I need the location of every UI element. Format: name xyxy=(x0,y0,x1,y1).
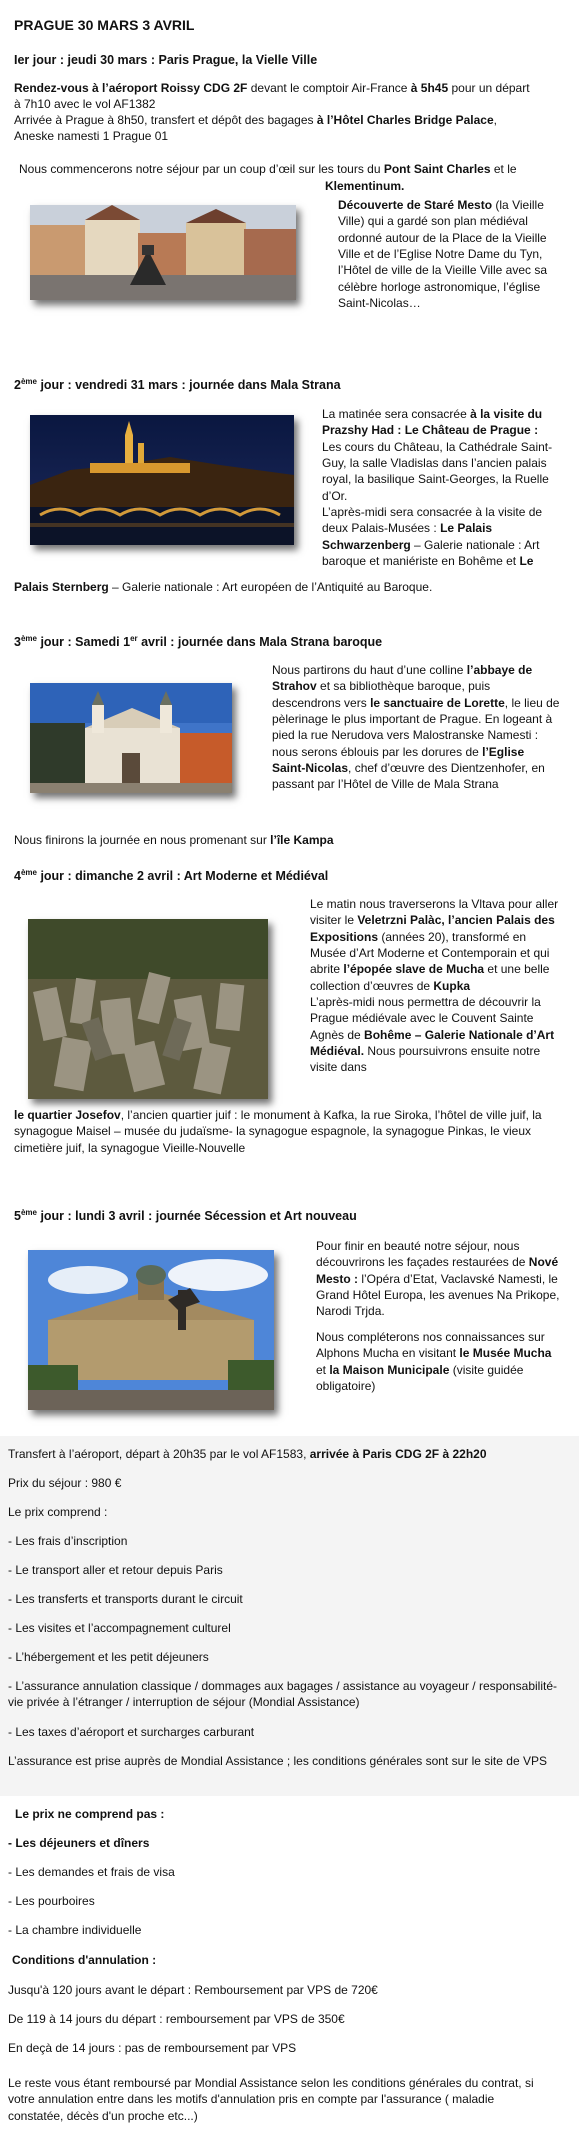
day3-title-sup: ème xyxy=(20,634,37,643)
day3-intro: Nous partirons du haut d’une colline xyxy=(272,663,467,677)
day2-title-num: 2 xyxy=(14,378,21,393)
cancel-title xyxy=(12,1952,156,1968)
excludes-item: - Les demandes et frais de visa xyxy=(8,1865,175,1879)
day1-intro-end: et le xyxy=(490,162,517,176)
day3-end-text: Nous finirons la journée en nous promenant sur xyxy=(14,833,271,847)
day2-schwarzenberg-desc: – Galerie nationale : Art baroque et maniériste en Bohême et xyxy=(322,537,540,568)
day1-meeting-flight: pour un départ à 7h10 avec le vol AF1382 xyxy=(14,81,530,112)
insurance-note: L’assurance est prise auprès de Mondial Assistance ; les conditions générales sont sur le site de VPS xyxy=(8,1754,547,1768)
includes-item: - L’hébergement et les petit déjeuners xyxy=(8,1650,209,1664)
includes-item: - Les visites et l’accompagnement culturel xyxy=(8,1621,231,1635)
price-line: Prix du séjour : 980 € xyxy=(8,1476,122,1490)
cancel-title-text: Conditions d'annulation : xyxy=(12,1953,157,1967)
includes-title: Le prix comprend : xyxy=(8,1505,108,1519)
day3-title-sup2: er xyxy=(130,634,138,643)
includes-item: - Les transferts et transports durant le circuit xyxy=(8,1592,243,1606)
day3-nerudova: , le lieu de pèlerinage le plus important de Prague. En logeant à pied la rue Nerudova vers Malostranske Namesti : nous serons éblouis par les dorures de xyxy=(272,695,560,759)
day3-strahov: l’abbaye de Strahov xyxy=(272,663,533,694)
cancel-item: En deçà de 14 jours : pas de remboursement par VPS xyxy=(8,2041,297,2055)
excludes-item: - Les pourboires xyxy=(8,1894,95,1908)
day4-josefov-name: le quartier Josefov xyxy=(14,1108,121,1122)
cancel-item: Jusqu'à 120 jours avant le départ : Remboursement par VPS de 720€ xyxy=(8,1983,378,1997)
day3-title-rest: avril : journée dans Mala Strana baroque xyxy=(137,635,383,650)
day2-title-rest: jour : vendredi 31 mars : journée dans Mala Strana xyxy=(36,378,341,393)
day4-josefov-desc: , l’ancien quartier juif : le monument à Kafka, la rue Siroka, l’hôtel de ville juif, la synagogue Maisel – musée du judaïsme- la synagogue espagnole, la synagogue Pinkas, le vieux cimetière juif, la synagogue Vieille-Nouvelle xyxy=(14,1108,542,1155)
day3-saint-nicolas: l’Eglise Saint-Nicolas xyxy=(272,744,525,775)
day4-poursuivrons: Nous poursuivrons ensuite notre visite dans xyxy=(310,1043,541,1075)
day4-moderne: (années 20), transformé en Musée d’Art Moderne et Contemporain et qui abrite xyxy=(310,929,550,977)
day3-title-mid: jour : Samedi 1 xyxy=(36,635,131,650)
day4-kupka: Kupka xyxy=(433,978,471,993)
day5-guided: (visite guidée obligatoire) xyxy=(316,1362,524,1393)
day1-hotel: à l’Hôtel Charles Bridge Palace xyxy=(316,113,494,127)
day1-title: Ier jour : jeudi 30 mars : Paris Prague, la Vielle Ville xyxy=(14,53,318,67)
page-title: PRAGUE 30 MARS 3 AVRIL xyxy=(14,17,195,33)
day2-sternberg-desc: – Galerie nationale : Art européen de l’Antiquité au Baroque. xyxy=(108,580,433,594)
includes-item: - Le transport aller et retour depuis Paris xyxy=(8,1563,223,1577)
day2-sternberg-name: Palais Sternberg xyxy=(14,580,109,594)
day2-schwarzenberg: Le Palais Schwarzenberg xyxy=(322,521,493,552)
day3-dientzenhofer: , chef d’œuvre des Dientzenhofer, en passant par l’Hôtel de Ville de Mala Strana xyxy=(272,760,545,792)
day3-library: et sa bibliothèque baroque, puis descendrons vers xyxy=(272,679,491,710)
day2-title-sup: ème xyxy=(20,377,37,386)
excludes-item-bold: - Les déjeuners et dîners xyxy=(8,1836,150,1850)
day3-title-num: 3 xyxy=(14,635,21,650)
day2-le: Le xyxy=(519,553,534,568)
day1-arrival-text: Arrivée à Prague à 8h50, transfert et dépôt des bagages xyxy=(14,113,317,127)
transfer-line xyxy=(8,1446,487,1462)
day2-castle-details: Les cours du Château, la Cathédrale Saint-Guy, la salle Vladislas dans l’ancien palais royal, la basilique Saint-Georges, la Ruelle d’Or. xyxy=(322,439,553,503)
day1-klementinum: Klementinum. xyxy=(325,179,405,193)
day1-address: , Aneske namesti 1 Prague 01 xyxy=(14,113,497,144)
excludes-item: - La chambre individuelle xyxy=(8,1923,142,1937)
includes-item: - L’assurance annulation classique / dommages aux bagages / assistance au voyageur / responsabilité-vie privée à l’étranger / interruption de séjour (Mondial Assistance) xyxy=(8,1679,557,1710)
day5-mucha-intro: Nous compléterons nos connaissances sur Alphons Mucha en visitant xyxy=(316,1330,545,1361)
day3-loreta: le sanctuaire de Lorette xyxy=(370,695,505,710)
day3-kampa: l’île Kampa xyxy=(270,833,334,847)
excludes-item xyxy=(8,1835,149,1851)
day5-title-num: 5 xyxy=(14,1209,21,1224)
includes-item: - Les frais d’inscription xyxy=(8,1534,128,1548)
excludes-title xyxy=(15,1806,164,1822)
includes-item: - Les taxes d’aéroport et surcharges carburant xyxy=(8,1725,255,1739)
day2-morning: La matinée sera consacrée xyxy=(322,407,471,421)
day4-mucha-epic: l’épopée slave de Mucha xyxy=(343,962,485,977)
day1-discovery-title: Découverte de Staré Mesto xyxy=(338,198,493,212)
day4-title-num: 4 xyxy=(14,869,21,884)
day1-discovery-text: (la Vieille Ville) qui a gardé son plan médiéval ordonné autour de la Place de la Vieille Ville et de l’Eglise Notre Dame du Tyn, l’Hôtel de ville de la Vieille Ville avec sa célèbre horloge astronomique, l’église Saint-Nicolas… xyxy=(338,198,548,310)
day2-castle: à la visite du Prazshy Had : Le Château de Prague : xyxy=(322,407,543,438)
day2-afternoon: L’après-midi sera consacrée à la visite de deux Palais-Musées : xyxy=(322,504,543,536)
day4-afternoon: L’après-midi nous permettra de découvrir la Prague médiévale avec le Couvent Sainte Agnès de xyxy=(310,994,541,1042)
day5-places: l’Opéra d’Etat, Vaclavské Namesti, le Grand Hôtel Europa, les avenues Na Prikope, Narodi Trjda. xyxy=(316,1271,560,1319)
day1-meeting-time: à 5h45 xyxy=(410,81,449,95)
day5-nove-mesto: Nové Mesto : xyxy=(316,1255,559,1286)
cancel-item: De 119 à 14 jours du départ : remboursement par VPS de 350€ xyxy=(8,2012,345,2026)
day5-mucha-museum: le Musée Mucha xyxy=(459,1346,552,1361)
day5-title-sup: ème xyxy=(20,1208,37,1217)
day4-collection: et une belle collection d’œuvres de xyxy=(310,962,550,993)
day5-intro: Pour finir en beauté notre séjour, nous découvrirons les façades restaurées de xyxy=(316,1239,529,1270)
day5-and: et xyxy=(316,1362,330,1377)
day1-meeting-place: Rendez-vous à l’aéroport Roissy CDG 2F xyxy=(14,81,248,95)
excludes-title-text: Le prix ne comprend pas : xyxy=(15,1807,165,1821)
day4-title-rest: jour : dimanche 2 avril : Art Moderne et Médiéval xyxy=(36,869,329,884)
day5-title-rest: jour : lundi 3 avril : journée Sécession et Art nouveau xyxy=(36,1209,357,1224)
day1-intro-bridge: Pont Saint Charles xyxy=(383,162,491,176)
day4-boheme: Bohême – Galerie Nationale d’Art Médiéval. xyxy=(310,1027,555,1058)
final-note: Le reste vous étant remboursé par Mondial Assistance selon les conditions générales du contrat, si votre annulation entre dans les motifs d'annulation pris en compte par l'assurance ( maladie constatée, décès d'un proche etc...) xyxy=(8,2076,534,2123)
day4-title-sup: ème xyxy=(20,868,37,877)
practical-info xyxy=(8,0,563,2147)
day4-veletrzni: Veletrzni Palàc, l’ancien Palais des Expositions xyxy=(310,913,555,944)
transfer-text: Transfert à l’aéroport, départ à 20h35 par le vol AF1583, xyxy=(8,1447,310,1461)
day5-municipal-house: la Maison Municipale xyxy=(329,1362,450,1377)
day4-morning: Le matin nous traverserons la Vltava pour aller visiter le xyxy=(310,897,559,928)
day1-intro-text: Nous commencerons notre séjour par un coup d’œil sur les tours du xyxy=(19,162,384,176)
day1-meeting-counter: devant le comptoir Air-France xyxy=(247,81,411,95)
transfer-arrival: arrivée à Paris CDG 2F à 22h20 xyxy=(309,1447,487,1461)
